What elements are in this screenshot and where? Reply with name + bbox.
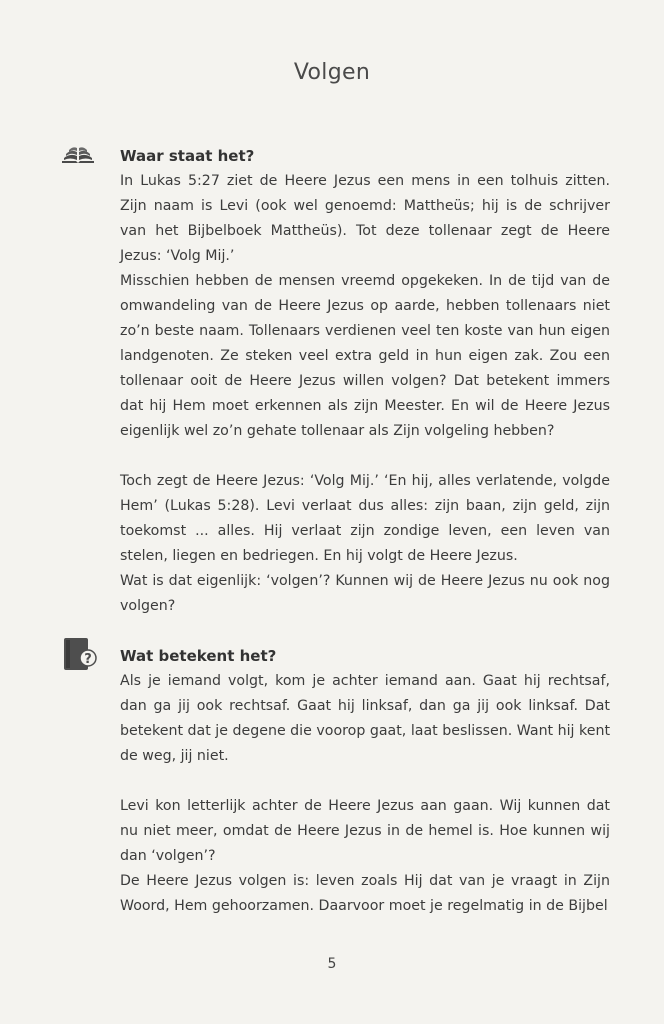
section-heading: Waar staat het?: [120, 147, 255, 165]
paragraph: Misschien hebben de mensen vreemd opgekeken. In de tijd van de omwandeling van de Heere Jezus op aarde, hebben tollenaars niet zo’n beste naam. Tollenaars verdienen veel ten koste van hun eigen landgenoten. Ze steken veel extra geld in hun eigen zak. Zou een tollenaar ooit de Heere Jezus willen volgen? Dat betekent immers dat hij Hem moet erkennen als zijn Meester. En wil de Heere Jezus eigenlijk wel zo’n gehate tollenaar als Zijn volgeling hebben?: [120, 273, 610, 439]
page-number: 5: [327, 956, 337, 972]
paragraph: Levi kon letterlijk achter de Heere Jezus aan gaan. Wij kunnen dat nu niet meer, omdat de Heere Jezus in de hemel is. Hoe kunnen wij dan ‘volgen’?: [120, 798, 610, 864]
paragraph: Als je iemand volgt, kom je achter iemand aan. Gaat hij rechtsaf, dan ga jij ook rechtsaf. Gaat hij linksaf, dan ga jij ook linksaf. Dat betekent dat je degene die voorop gaat, laat beslissen. Want hij kent de weg, jij niet.: [120, 673, 611, 764]
svg-text:?: ?: [84, 652, 92, 667]
section-waar-staat-het: [120, 144, 610, 619]
page-title: Volgen: [293, 60, 371, 85]
book-question-icon: [62, 636, 98, 672]
paragraph: De Heere Jezus volgen is: leven zoals Hij dat van je vraagt in Zijn Woord, Hem gehoorzamen. Daarvoor moet je regelmatig in de Bijbel: [120, 873, 610, 914]
open-book-icon: [60, 143, 96, 165]
paragraph: Wat is dat eigenlijk: ‘volgen’? Kunnen wij de Heere Jezus nu ook nog volgen?: [120, 573, 610, 614]
paragraph: In Lukas 5:27 ziet de Heere Jezus een mens in een tolhuis zitten. Zijn naam is Levi (ook wel genoemd: Mattheüs; hij is de schrijver van het Bijbelboek Mattheüs). Tot deze tollenaar zegt de Heere Jezus: ‘Volg Mij.’: [120, 173, 610, 264]
section-wat-betekent-het: [120, 644, 610, 919]
section-heading: Wat betekent het?: [120, 647, 277, 665]
paragraph: Toch zegt de Heere Jezus: ‘Volg Mij.’ ‘En hij, alles verlatende, volgde Hem’ (Lukas 5:28). Levi verlaat dus alles: zijn baan, zijn geld, zijn toekomst ... alles. Hij verlaat zijn zondige leven, een leven van stelen, liegen en bedriegen. En hij volgt de Heere Jezus.: [120, 473, 610, 564]
